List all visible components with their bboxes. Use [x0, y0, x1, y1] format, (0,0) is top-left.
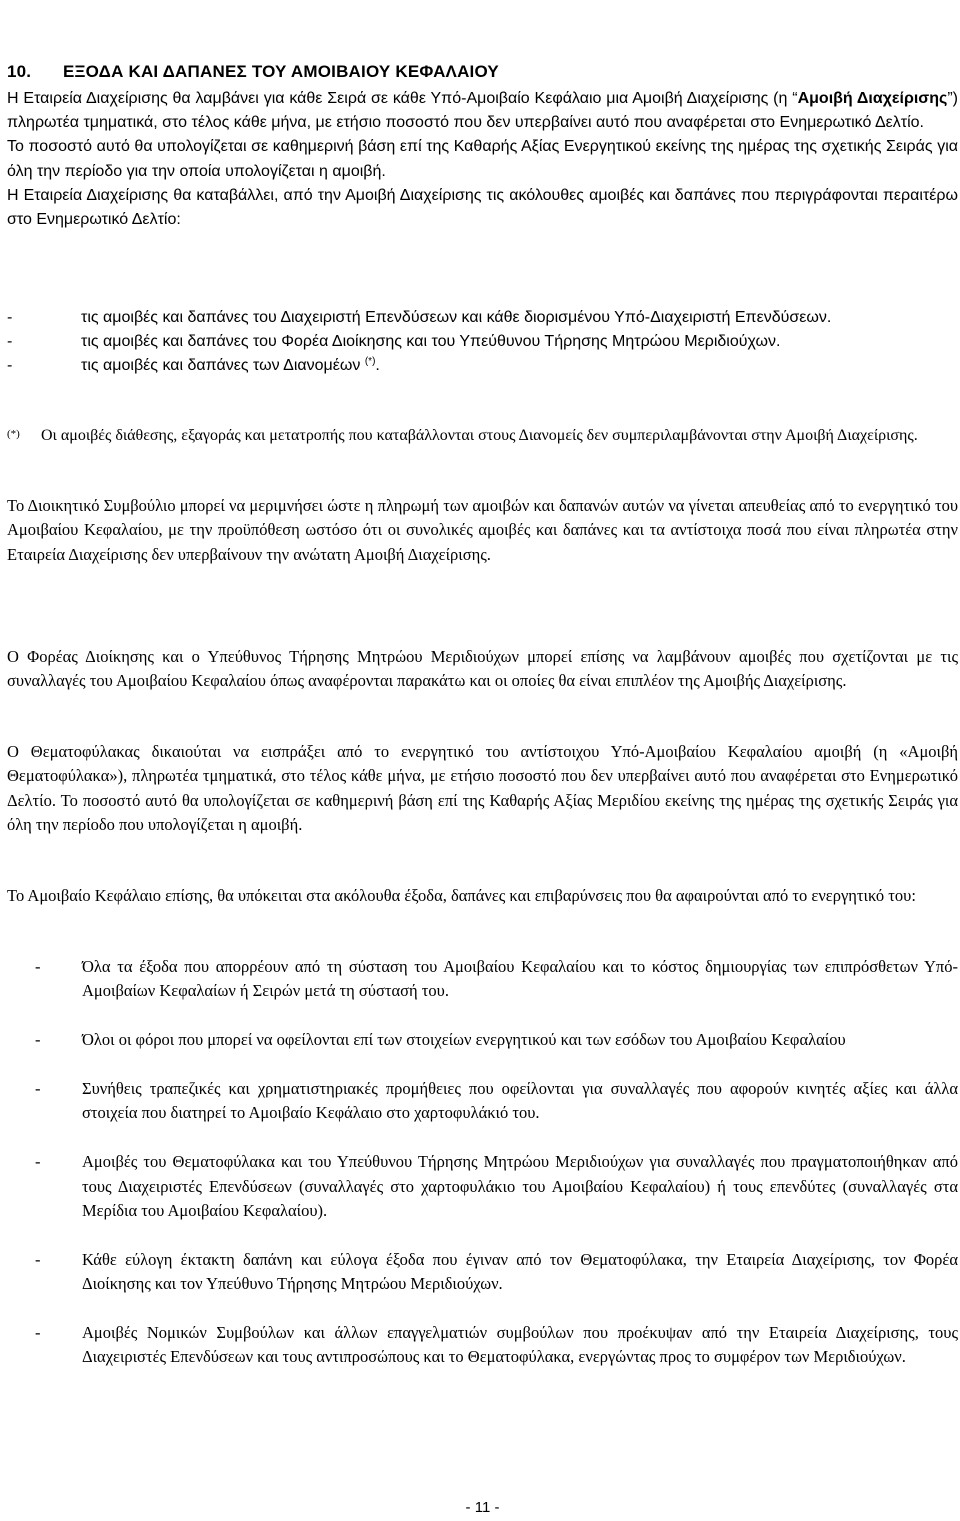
management-fee-term: Αμοιβή Διαχείρισης	[797, 90, 948, 107]
footnote	[7, 424, 958, 448]
list-item: - Κάθε εύλογη έκτακτη δαπάνη και εύλογα έξοδα που έγιναν από τον Θεματοφύλακα, την Εταιρεία Διαχείρισης, τον Φορέα Διοίκησης και τον Υπεύθυνο Τήρησης Μητρώου Μεριδιούχων.	[35, 1249, 958, 1294]
document-page	[7, 0, 958, 1521]
expense-list	[7, 955, 958, 1394]
list-item: - Συνήθεις τραπεζικές και χρηματιστηριακές προμήθειες που οφείλονται για συναλλαγές που αφορούν κινητές αξίες και άλλα στοιχεία που διατηρεί το Αμοιβαίο Κεφάλαιο στο χαρτοφυλάκιό του.	[35, 1079, 958, 1123]
section-number: 10.	[7, 62, 32, 81]
list-item: - τις αμοιβές και δαπάνες του Διαχειριστή Επενδύσεων και κάθε διορισμένου Υπό-Διαχειριστή Επενδύσεων.	[7, 309, 832, 326]
footnote-mark: (*)	[7, 428, 20, 440]
paragraph-fund-expenses: Το Αμοιβαίο Κεφάλαιο επίσης, θα υπόκειται στα ακόλουθα έξοδα, δαπάνες και επιβαρύνσεις που θα αφαιρούνται από το ενεργητικό του:	[7, 886, 916, 905]
paragraph-administration: Ο Φορέας Διοίκησης και ο Υπεύθυνος Τήρησης Μητρώου Μεριδιούχων μπορεί επίσης να λαμβάνουν αμοιβές που σχετίζονται με τις συναλλαγές του Αμοιβαίου Κεφαλαίου όπως αναφέρονται παρακάτω και οι οποίες θα είναι επιπλέον της Αμοιβής Διαχείρισης.	[7, 647, 958, 691]
fee-list	[7, 306, 958, 379]
section-heading	[7, 62, 499, 82]
page-number: - 11 -	[465, 1499, 500, 1516]
list-item: - Όλοι οι φόροι που μπορεί να οφείλονται επί των στοιχείων ενεργητικού και των εσόδων του Αμοιβαίου Κεφαλαίου	[35, 1030, 846, 1050]
intro-block	[7, 87, 958, 232]
footnote-text: Οι αμοιβές διάθεσης, εξαγοράς και μετατροπής που καταβάλλονται στους Διανομείς δεν συμπεριλαμβάνονται στην Αμοιβή Διαχείρισης.	[41, 427, 918, 444]
paragraph-custodian: Ο Θεματοφύλακας δικαιούται να εισπράξει από το ενεργητικό του αντίστοιχου Υπό-Αμοιβαίου Κεφαλαίου αμοιβή (η «Αμοιβή Θεματοφύλακα»), πληρωτέα τμηματικά, στο τέλος κάθε μήνα, με ετήσιο ποσοστό που δεν υπερβαίνει αυτό που αναφέρεται στο Ενημερωτικό Δελτίο. Το ποσοστό αυτό θα υπολογίζεται σε καθημερινή βάση επί της Καθαρής Αξίας Μεριδίου εκείνης της ημέρας της σχετικής Σειράς για όλη την περίοδο που υπολογίζεται η αμοιβή.	[7, 742, 958, 835]
list-item: - τις αμοιβές και δαπάνες του Φορέα Διοίκησης και του Υπεύθυνου Τήρησης Μητρώου Μεριδιούχων.	[7, 333, 781, 351]
intro-paragraph-management-fee: Η Εταιρεία Διαχείρισης θα λαμβάνει για κάθε Σειρά σε κάθε Υπό-Αμοιβαίο Κεφάλαιο μια Αμοιβή Διαχείρισης (η “Αμοιβή Διαχείρισης”) πληρωτέα τμηματικά, στο τέλος κάθε μήνα, με ετήσιο ποσοστό που δεν υπερβαίνει αυτό που αναφέρεται στο Ενημερωτικό Δελτίο.	[7, 90, 958, 132]
list-item: - Αμοιβές Νομικών Συμβούλων και άλλων επαγγελματιών συμβούλων που προέκυψαν από την Εταιρεία Διαχείρισης, τους Διαχειριστές Επενδύσεων και τους αντιπροσώπους και το Θεματοφύλακα, ενεργώντας προς το συμφέρον των Μεριδιούχων.	[35, 1323, 958, 1367]
list-item: - Αμοιβές του Θεματοφύλακα και του Υπεύθυνου Τήρησης Μητρώου Μεριδιούχων για συναλλαγές που πραγματοποιήθηκαν από τους Διαχειριστές Επενδύσεων (συναλλαγές στο χαρτοφυλάκιο του Αμοιβαίου Κεφαλαίου) ή τους επενδύτες (συναλλαγές στα Μερίδια του Αμοιβαίου Κεφαλαίου).	[35, 1152, 958, 1221]
paragraph-board: Το Διοικητικό Συμβούλιο μπορεί να μεριμνήσει ώστε η πληρωμή των αμοιβών και δαπανών αυτών να γίνεται απευθείας από το ενεργητικό του Αμοιβαίου Κεφαλαίου, με την προϋπόθεση ωστόσο ότι οι συνολικές αμοιβές και δαπάνες και τα αντίστοιχα ποσά που είναι πληρωτέα στην Εταιρεία Διαχείρισης δεν υπερβαίνουν την ανώτατη Αμοιβή Διαχείρισης.	[7, 496, 958, 564]
list-item: - τις αμοιβές και δαπάνες των Διανομέων (*).	[7, 356, 380, 375]
section-title: ΕΞΟΔΑ ΚΑΙ ΔΑΠΑΝΕΣ ΤΟΥ ΑΜΟΙΒΑΙΟΥ ΚΕΦΑΛΑΙΟΥ	[63, 62, 499, 81]
intro-paragraph-payments: Η Εταιρεία Διαχείρισης θα καταβάλλει, από την Αμοιβή Διαχείρισης τις ακόλουθες αμοιβές και δαπάνες που περιγράφονται περαιτέρω στο Ενημερωτικό Δελτίο:	[7, 186, 958, 229]
list-item: - Όλα τα έξοδα που απορρέουν από τη σύσταση του Αμοιβαίου Κεφαλαίου και το κόστος δημιουργίας των επιπρόσθετων Υπό-Αμοιβαίων Κεφαλαίων ή Σειρών μετά τη σύστασή του.	[35, 957, 958, 1001]
intro-paragraph-daily-calc: Το ποσοστό αυτό θα υπολογίζεται σε καθημερινή βάση επί της Καθαρής Αξίας Ενεργητικού εκείνης της ημέρας της σχετικής Σειράς για όλη την περίοδο για την οποία υπολογίζεται η αμοιβή.	[7, 138, 958, 180]
footnote-ref: (*)	[364, 356, 376, 368]
